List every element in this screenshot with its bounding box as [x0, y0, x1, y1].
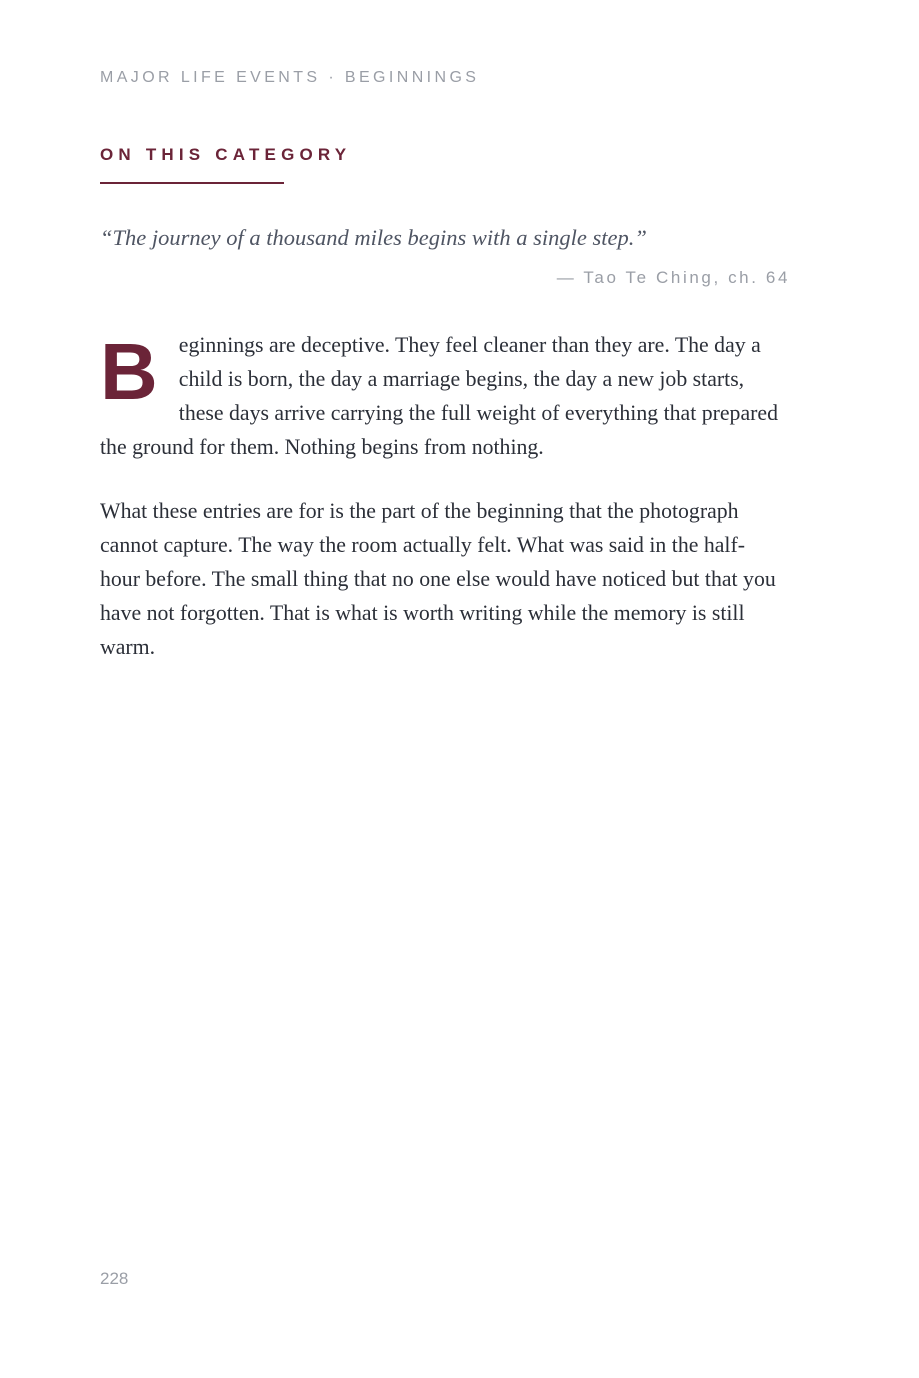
epigraph-quote: “The journey of a thousand miles begins with a single step.” [100, 225, 647, 250]
section-heading: ON THIS CATEGORY [100, 145, 352, 164]
paragraph-2: What these entries are for is the part of the beginning that the photograph cannot capture. The way the room actually felt. What was said in the half-hour before. The small thing that no one else would have noticed but that you have not forgotten. That is what is worth writing while the memory is still warm. [100, 499, 776, 659]
body-text [100, 328, 784, 694]
paragraph-1 [100, 328, 784, 464]
running-header: MAJOR LIFE EVENTS · BEGINNINGS [100, 69, 480, 86]
heading-underline [100, 182, 284, 184]
paragraph-1-text: eginnings are deceptive. They feel cleaner than they are. The day a child is born, the day a marriage begins, the day a new job starts, these days arrive carrying the full weight of everything that prepared the ground for them. Nothing begins from nothing. [100, 333, 778, 459]
epigraph-attribution: — Tao Te Ching, ch. 64 [556, 268, 790, 287]
page-number: 228 [100, 1269, 129, 1288]
drop-cap: B [100, 327, 158, 416]
